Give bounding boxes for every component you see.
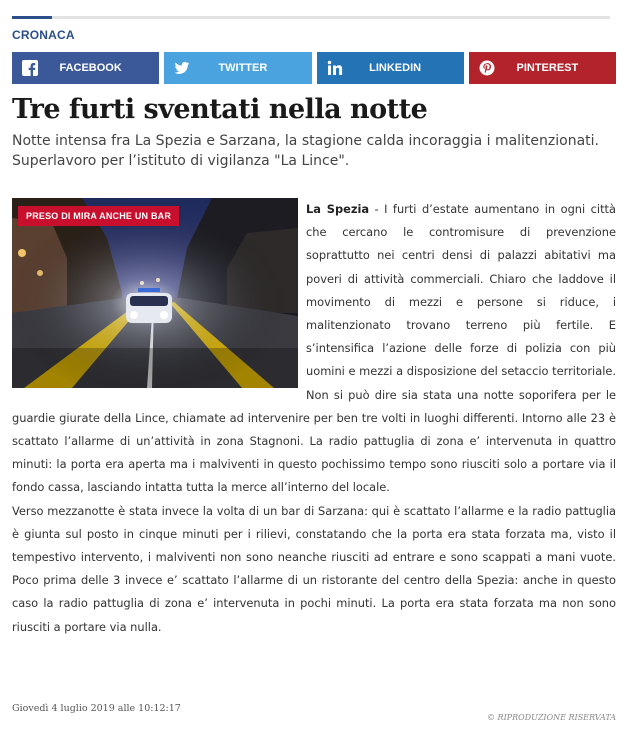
article-paragraph-2: Verso mezzanotte è stata invece la volta di un bar di Sarzana: qui è scattato l’allarme e la radio pattuglia è giunta sul posto in cinque minuti per i rilievi, constatando che la porta era stata forzata ma, visto il tempestivo intervento, i malviventi non sono neanche riusciti ad entrare e sono scappati a mani vuote. Poco prima delle 3 invece e’ scattato l’allarme di un ristorante del centro della Spezia: anche in questo caso la radio pattuglia di zona e’ intervenuta in pochi minuti. La porta era stata forzata ma non sono riusciti a portare via nulla.	[12, 503, 616, 634]
article-subtitle: Notte intensa fra La Spezia e Sarzana, la stagione calda incoraggia i malitenzionati. Superlavoro per l’istituto di vigilanza "La Lince".	[12, 133, 599, 169]
article-image[interactable]	[12, 198, 298, 388]
twitter-share-label: TWITTER	[218, 62, 268, 74]
top-divider	[12, 16, 610, 19]
night-street-photo	[12, 198, 298, 388]
image-caption-badge: PRESO DI MIRA ANCHE UN BAR	[18, 206, 179, 226]
linkedin-share-button[interactable]	[317, 52, 464, 84]
pinterest-icon	[479, 60, 495, 76]
article-place: La Spezia	[306, 202, 370, 216]
article-lead: - I furti d’estate aumentano in ogni città che cercano le contromisure di prevenzione soprattutto nei centri densi di palazzi abitativi ma poveri di attività commerciali. Chiaro che laddove il movimento di mezzi e persone si riduce, i malitenzionato trovano terreno più fertile. E s’intensifica l’azione delle forze di polizia con più uomini e mezzi a disposizione del setaccio territoriale. Non si può dire sia stata una notte soporifera per le guardie giurate della Lince, chiamate ad intervenire per ben tre volti in luoghi differenti. Intorno alle 23 è scattato l’allarme di un’attività in zona Stagnoni. La radio pattuglia di zona e’ intervenuta in quattro minuti: la porta era aperta ma i malviventi in questo pochissimo tempo sono riusciti solo a portare via il fondo cassa, lasciando intatta tutta la merce all’interno del locale.	[12, 202, 616, 495]
facebook-icon	[22, 60, 38, 76]
pinterest-share-label: PINTEREST	[516, 62, 579, 74]
linkedin-icon	[327, 60, 343, 76]
facebook-share-label: FACEBOOK	[59, 62, 122, 74]
section-label[interactable]: CRONACA	[12, 28, 75, 42]
pinterest-share-button[interactable]	[469, 52, 616, 84]
twitter-icon	[174, 60, 190, 76]
twitter-share-button[interactable]	[164, 52, 311, 84]
copyright-notice: © RIPRODUZIONE RISERVATA	[487, 713, 616, 722]
article-title: Tre furti sventati nella notte	[12, 94, 428, 125]
publish-date: Giovedì 4 luglio 2019 alle 10:12:17	[12, 703, 181, 714]
facebook-share-button[interactable]	[12, 52, 159, 84]
share-bar	[12, 52, 616, 84]
top-divider-accent	[12, 16, 52, 19]
linkedin-share-label: LINKEDIN	[369, 62, 422, 74]
